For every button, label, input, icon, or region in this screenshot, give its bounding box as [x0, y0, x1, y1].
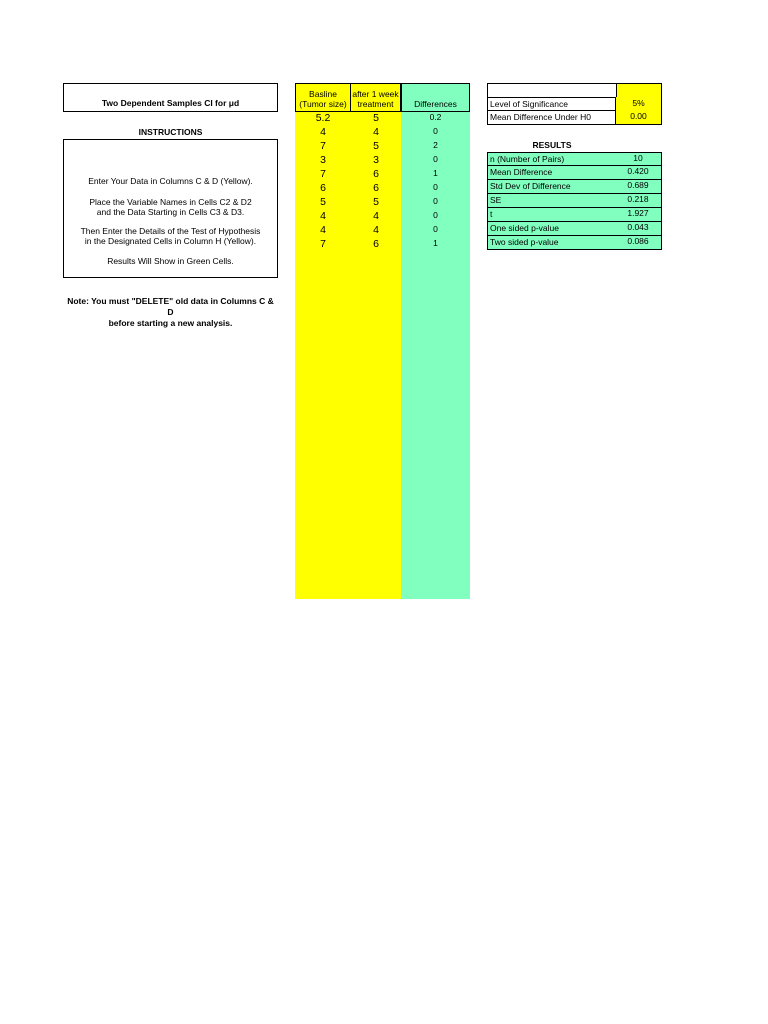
level-of-significance-label: Level of Significance [490, 99, 568, 109]
after-cell[interactable]: 6 [373, 182, 379, 194]
header-after-line: treatment [357, 99, 394, 109]
difference-cell: 0.2 [429, 112, 442, 122]
result-label: Mean Difference [490, 167, 553, 177]
after-cell[interactable]: 5 [373, 196, 379, 208]
hypothesis-header-spacer [487, 83, 617, 97]
after-cell[interactable]: 6 [373, 168, 379, 180]
difference-cell: 2 [433, 140, 438, 150]
result-row [487, 166, 662, 180]
result-row [487, 180, 662, 194]
title-box [63, 83, 278, 112]
mean-difference-h0-row [487, 111, 662, 125]
result-row [487, 194, 662, 208]
hypothesis-header-yellow [616, 83, 662, 97]
baseline-cell[interactable]: 5.2 [315, 112, 331, 124]
header-baseline[interactable] [295, 83, 351, 112]
difference-cell: 1 [433, 168, 438, 178]
mean-difference-h0-input[interactable]: 0.00 [615, 110, 661, 124]
level-of-significance-input[interactable]: 5% [615, 97, 661, 111]
result-value: 0.689 [627, 180, 649, 190]
instruction-line: Results Will Show in Green Cells. [107, 256, 234, 266]
instructions-heading: INSTRUCTIONS [138, 127, 203, 137]
baseline-cell[interactable]: 4 [320, 210, 326, 222]
after-cell[interactable]: 3 [373, 154, 379, 166]
result-value: 10 [633, 153, 643, 163]
difference-cell: 0 [433, 182, 438, 192]
sheet-title: Two Dependent Samples CI for μd [101, 98, 240, 108]
difference-cell: 1 [433, 238, 438, 248]
baseline-cell[interactable]: 4 [320, 224, 326, 236]
difference-cell: 0 [433, 196, 438, 206]
result-value: 0.043 [627, 222, 649, 232]
difference-cell: 0 [433, 154, 438, 164]
baseline-cell[interactable]: 3 [320, 154, 326, 166]
note-line: before starting a new analysis. [108, 318, 233, 328]
baseline-cell[interactable]: 4 [320, 126, 326, 138]
header-differences [401, 83, 470, 112]
baseline-cell[interactable]: 7 [320, 140, 326, 152]
results-heading: RESULTS [532, 140, 572, 150]
level-of-significance-row [487, 97, 662, 111]
result-label: One sided p-value [490, 223, 559, 233]
result-row [487, 152, 662, 166]
result-value: 0.420 [627, 166, 649, 176]
note-text [63, 296, 278, 329]
after-cell[interactable]: 5 [373, 140, 379, 152]
difference-cell: 0 [433, 224, 438, 234]
result-value: 1.927 [627, 208, 649, 218]
result-label: n (Number of Pairs) [490, 154, 565, 164]
result-row [487, 208, 662, 222]
instruction-line: Place the Variable Names in Cells C2 & D2 [89, 197, 252, 207]
after-cell[interactable]: 4 [373, 210, 379, 222]
header-baseline-line: (Tumor size) [299, 99, 347, 109]
header-after-line: after 1 week [352, 89, 399, 99]
result-label: Std Dev of Difference [490, 181, 571, 191]
instructions-box [63, 139, 278, 278]
result-value: 0.086 [627, 236, 649, 246]
instruction-line: in the Designated Cells in Column H (Yellow). [84, 236, 257, 246]
result-label: t [490, 209, 493, 219]
instruction-line: and the Data Starting in Cells C3 & D3. [96, 207, 245, 217]
baseline-cell[interactable]: 5 [320, 196, 326, 208]
result-label: Two sided p-value [490, 237, 559, 247]
result-value: 0.218 [627, 194, 649, 204]
result-label: SE [490, 195, 502, 205]
difference-cell: 0 [433, 126, 438, 136]
baseline-cell[interactable]: 7 [320, 238, 326, 250]
after-cell[interactable]: 5 [373, 112, 379, 124]
mean-difference-h0-label: Mean Difference Under H0 [490, 112, 591, 122]
after-cell[interactable]: 4 [373, 126, 379, 138]
after-cell[interactable]: 4 [373, 224, 379, 236]
instruction-line: Enter Your Data in Columns C & D (Yellow). [88, 176, 253, 186]
difference-cell: 0 [433, 210, 438, 220]
result-row [487, 222, 662, 236]
header-differences-label: Differences [414, 99, 457, 109]
instruction-line: Then Enter the Details of the Test of Hypothesis [80, 226, 261, 236]
header-baseline-line: Basline [309, 89, 337, 99]
result-row [487, 236, 662, 250]
header-after-treatment[interactable] [350, 83, 401, 112]
after-cell[interactable]: 6 [373, 238, 379, 250]
baseline-cell[interactable]: 6 [320, 182, 326, 194]
note-line: Note: You must "DELETE" old data in Columns C & D [67, 296, 274, 317]
baseline-cell[interactable]: 7 [320, 168, 326, 180]
